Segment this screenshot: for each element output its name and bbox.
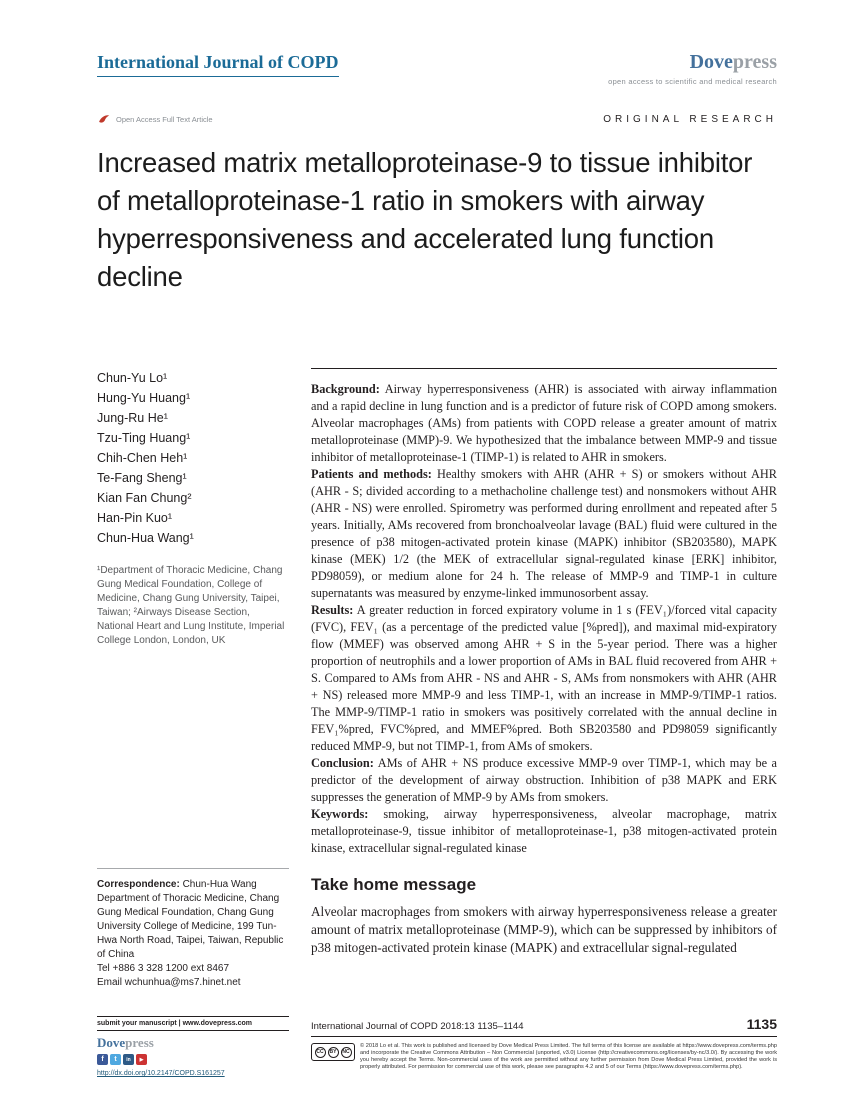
linkedin-icon[interactable] [123,1054,134,1065]
publisher-tagline: open access to scientific and medical research [608,77,777,86]
youtube-icon[interactable] [136,1054,147,1065]
facebook-icon[interactable] [97,1054,108,1065]
citation-row [311,1016,777,1037]
journal-citation: International Journal of COPD 2018:13 1135–1144 [311,1021,524,1032]
footer-logo-dove: Dove [97,1035,126,1050]
footer-dovepress-logo[interactable] [97,1035,289,1051]
open-access-label: Open Access Full Text Article [116,114,213,124]
body-columns [97,368,777,1013]
take-home-heading: Take home message [311,875,477,894]
twitter-icon[interactable] [110,1054,121,1065]
open-access-block[interactable] [97,112,213,126]
page-footer [97,1016,777,1077]
abstract-section-background [311,381,777,466]
correspondence-block [97,868,289,990]
footer-left [97,1016,289,1077]
dovepress-logo-press: press [732,51,777,73]
page-number: 1135 [746,1016,777,1032]
author-column [97,368,289,1013]
correspondence-name: Chun-Hua Wang [182,879,257,890]
email-label: Email [97,977,125,988]
author-name: Chun-Hua Wang¹ [97,531,194,545]
author-name: Tzu-Ting Huang¹ [97,431,191,445]
correspondence-tel: Tel +886 3 328 1200 ext 8467 [97,963,230,974]
section-label: Results: [311,603,354,617]
take-home-section [311,875,777,957]
author-name: Chun-Yu Lo¹ [97,371,168,385]
author-name: Te-Fang Sheng¹ [97,471,187,485]
cc-icon: CC [315,1047,326,1058]
abstract-section-keywords [311,806,777,857]
section-text: smoking, airway hyperresponsiveness, alveolar macrophage, matrix metalloproteinase-9, tissue inhibitor of metalloproteinase-1, p38 mitogen-activated protein kinase, extracellular signal-regulated kinase [311,807,778,855]
copyright-text: © 2018 Lo et al. This work is published and licensed by Dove Medical Press Limited. The full terms of this license are available at https://www.dovepress.com/terms.php and incorporate the Creative Commons Attribution – Non Commercial (unported, v3.0) License (http://creativecommons.org/licenses/by-nc/3.0/). By accessing the work you hereby accept the Terms. Non-commercial uses of the work are permitted without any further permission from Dove Medical Press Limited, provided the work is properly attributed. For permission for commercial use of this work, please see paragraphs 4.2 and 5 of our Terms (https://www.dovepress.com/terms.php). [360,1043,777,1070]
section-text: A greater reduction in forced expiratory volume in 1 s (FEV₁)/forced vital capacity (FVC), FEV₁ (as a percentage of the predicted value [%pred]), and maximal mid-expiratory flow (MMEF) was observed among AHR + S in the 5-year period. There was a higher proportion of neutrophils and a lower proportion of AMs in BAL fluid recovered from AHR + S. Compared to AMs from AHR - NS and AHR - S, AMs from nonsmokers with AHR (AHR + NS) released more MMP-9 and less TIMP-1, with an increase in MMP-9/TIMP-1 ratios. The MMP-9/TIMP-1 ratio in smokers was positively correlated with the annual decline in FEV₁%pred, FVC%pred, and MMEF%pred. Both SB203580 and PD98059 significantly reduced MMP-9, but not TIMP-1, from AMs of smokers. [311,603,778,753]
author-name: Han-Pin Kuo¹ [97,511,173,525]
dovepress-logo-dove: Dove [689,51,733,73]
creative-commons-icon[interactable] [311,1043,355,1061]
correspondence-email-line [97,976,289,990]
section-label: Keywords: [311,807,369,821]
submit-manuscript-link[interactable]: submit your manuscript | www.dovepress.com [97,1016,289,1031]
correspondence-address: Department of Thoracic Medicine, Chang Gung Medical Foundation, Chang Gung University College of Medicine, 199 Tun-Hwa North Road, Taipei, Taiwan, Republic of China [97,893,284,960]
dove-logo-icon [97,112,111,126]
abstract [311,381,777,857]
cc-nc-icon: NC [341,1047,352,1058]
social-icons [97,1054,289,1065]
email-link[interactable]: wchunhua@ms7.hinet.net [124,977,241,988]
author-name: Kian Fan Chung² [97,491,192,505]
abstract-section-results [311,602,777,755]
section-label: Patients and methods: [311,467,432,481]
dovepress-logo[interactable] [608,52,777,72]
doi-link[interactable]: http://dx.doi.org/10.2147/COPD.S161257 [97,1070,225,1077]
footer-logo-press: press [125,1035,154,1050]
article-title: Increased matrix metalloproteinase-9 to tissue inhibitor of metalloproteinase-1 ratio in smokers with airway hyperresponsiveness and accelerated lung function decline [97,147,753,292]
article-type-label: ORIGINAL RESEARCH [603,113,777,125]
section-label: Conclusion: [311,756,374,770]
section-text: Airway hyperresponsiveness (AHR) is associated with airway inflammation and a rapid decline in lung function and is a predictor of future risk of COPD among smokers. Alveolar macrophages (AMs) from patients with COPD release a greater amount of matrix metalloproteinase (MMP)-9. We hypothesized that the imbalance between MMP-9 and tissue inhibitor of metalloproteinase-1 (TIMP-1) is related to AHR in smokers. [311,382,777,464]
correspondence-label: Correspondence: [97,879,183,890]
section-label: Background: [311,382,380,396]
publisher-block [608,52,777,86]
abstract-section-methods [311,466,777,602]
article-meta-row [97,112,777,126]
abstract-column [311,368,777,1013]
correspondence-line [97,878,289,892]
journal-name[interactable]: International Journal of COPD [97,52,339,77]
affiliations: ¹Department of Thoracic Medicine, Chang Gung Medical Foundation, College of Medicine, Chang Gung University, Taipei, Taiwan; ²Airways Disease Section, National Heart and Lung Institute, Imperial College London, London, UK [97,565,285,646]
author-name: Jung-Ru He¹ [97,411,168,425]
author-name: Hung-Yu Huang¹ [97,391,191,405]
license-block [311,1043,777,1071]
take-home-text: Alveolar macrophages from smokers with airway hyperresponsiveness release a greater amount of matrix metalloproteinase (MMP-9), which can be suppressed by inhibitors of p38 mitogen-activated protein kinase (MAPK) and extracellular signal-regulated [311,904,777,955]
footer-right [311,1016,777,1077]
abstract-section-conclusion [311,755,777,806]
section-text: Healthy smokers with AHR (AHR + S) or smokers without AHR (AHR - S; divided according to a methacholine challenge test) and nonsmokers without AHR (AHR - NS) were enrolled. Spirometry was performed during enrollment and repeated after 5 years. Initially, AMs recovered from bronchoalveolar lavage (BAL) fluid were cultured in the presence of p38 mitogen-activated protein kinase (MAPK) inhibitor (SB203580), MAPK kinase (MEK) 1/2 (the MEK of extracellular signal-regulated kinase [ERK] inhibitor, PD98059), or medium alone for 24 h. The release of MMP-9 and TIMP-1 in culture supernatants was measured by enzyme-linked immunosorbent assay. [311,467,778,600]
section-text: AMs of AHR + NS produce excessive MMP-9 over TIMP-1, which may be a predictor of the development of airway obstruction. Inhibition of p38 MAPK and ERK suppresses the generation of MMP-9 by AMs from smokers. [311,756,777,804]
author-name: Chih-Chen Heh¹ [97,451,188,465]
masthead [97,52,777,86]
cc-by-icon: BY [328,1047,339,1058]
